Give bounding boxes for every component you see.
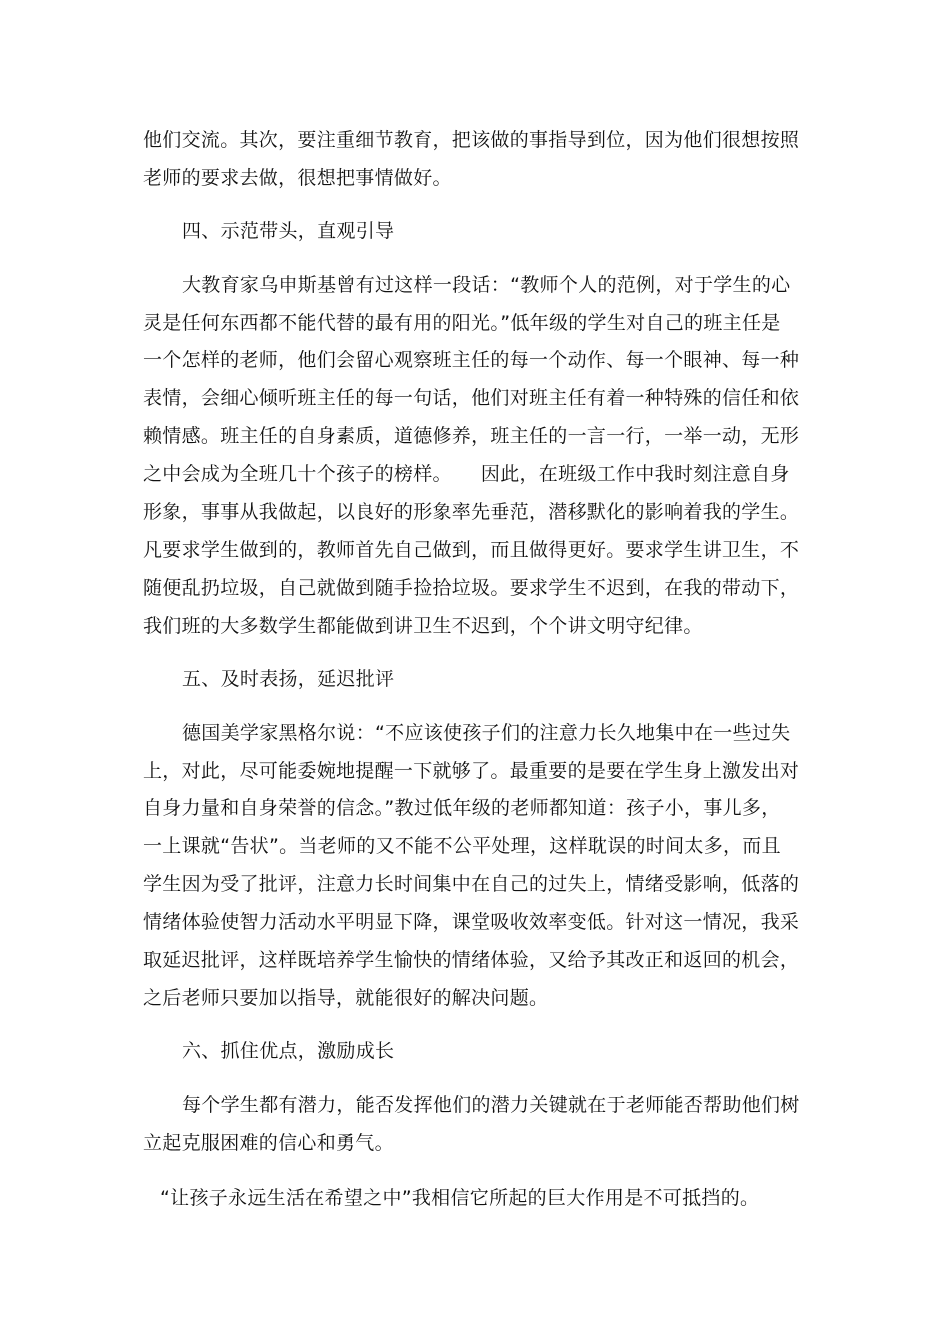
paragraph-2-line-7: 形象，事事从我做起，以良好的形象率先垂范，潜移默化的影响着我的学生。 (143, 501, 800, 523)
paragraph-4-line-1: 每个学生都有潜力，能否发挥他们的潜力关键就在于老师能否帮助他们树 (182, 1094, 800, 1116)
paragraph-2-line-9: 随便乱扔垃圾，自己就做到随手捡拾垃圾。要求学生不迟到，在我的带动下， (143, 577, 800, 599)
paragraph-2-line-2: 灵是任何东西都不能代替的最有用的阳光。”低年级的学生对自己的班主任是 (143, 312, 781, 334)
paragraph-3-line-8: 之后老师只要加以指导，就能很好的解决问题。 (143, 987, 549, 1009)
paragraph-2-line-8: 凡要求学生做到的，教师首先自己做到，而且做得更好。要求学生讲卫生，不 (143, 539, 800, 561)
paragraph-3-line-2: 上，对此，尽可能委婉地提醒一下就够了。最重要的是要在学生身上激发出对 (143, 760, 800, 782)
paragraph-3-line-6: 情绪体验使智力活动水平明显下降，课堂吸收效率变低。针对这一情况，我采 (143, 911, 800, 933)
paragraph-2-line-5: 赖情感。班主任的自身素质，道德修养，班主任的一言一行，一举一动，无形 (143, 425, 800, 447)
section-heading-4: 四、示范带头，直观引导 (182, 220, 395, 242)
paragraph-3-line-1: 德国美学家黑格尔说：“不应该使孩子们的注意力长久地集中在一些过失 (182, 722, 791, 744)
paragraph-3-line-7: 取延迟批评，这样既培养学生愉快的情绪体验，又给予其改正和返回的机会， (143, 949, 800, 971)
paragraph-1-line-1: 他们交流。其次，要注重细节教育，把该做的事指导到位，因为他们很想按照 (143, 129, 800, 151)
paragraph-2-line-6: 之中会成为全班几十个孩子的榜样。 因此，在班级工作中我时刻注意自身 (143, 463, 790, 485)
paragraph-3-line-4: 一上课就“告状”。当老师的又不能不公平处理，这样耽误的时间太多，而且 (143, 835, 781, 857)
section-heading-5: 五、及时表扬，延迟批评 (182, 668, 395, 690)
paragraph-1-line-2: 老师的要求去做，很想把事情做好。 (143, 167, 452, 189)
paragraph-2-line-10: 我们班的大多数学生都能做到讲卫生不迟到，个个讲文明守纪律。 (143, 615, 703, 637)
paragraph-2-line-3: 一个怎样的老师，他们会留心观察班主任的每一个动作、每一个眼神、每一种 (143, 349, 800, 371)
section-heading-6: 六、抓住优点，激励成长 (182, 1040, 395, 1062)
paragraph-3-line-5: 学生因为受了批评，注意力长时间集中在自己的过失上，情绪受影响，低落的 (143, 873, 800, 895)
paragraph-5-line-1: “让孩子永远生活在希望之中”我相信它所起的巨大作用是不可抵挡的。 (160, 1187, 760, 1209)
paragraph-2-line-4: 表情，会细心倾听班主任的每一句话，他们对班主任有着一种特殊的信任和依 (143, 387, 800, 409)
paragraph-3-line-3: 自身力量和自身荣誉的信念。”教过低年级的老师都知道：孩子小，事儿多， (143, 797, 781, 819)
paragraph-4-line-2: 立起克服困难的信心和勇气。 (143, 1132, 394, 1154)
paragraph-2-line-1: 大教育家乌申斯基曾有过这样一段话：“教师个人的范例，对于学生的心 (182, 274, 791, 296)
